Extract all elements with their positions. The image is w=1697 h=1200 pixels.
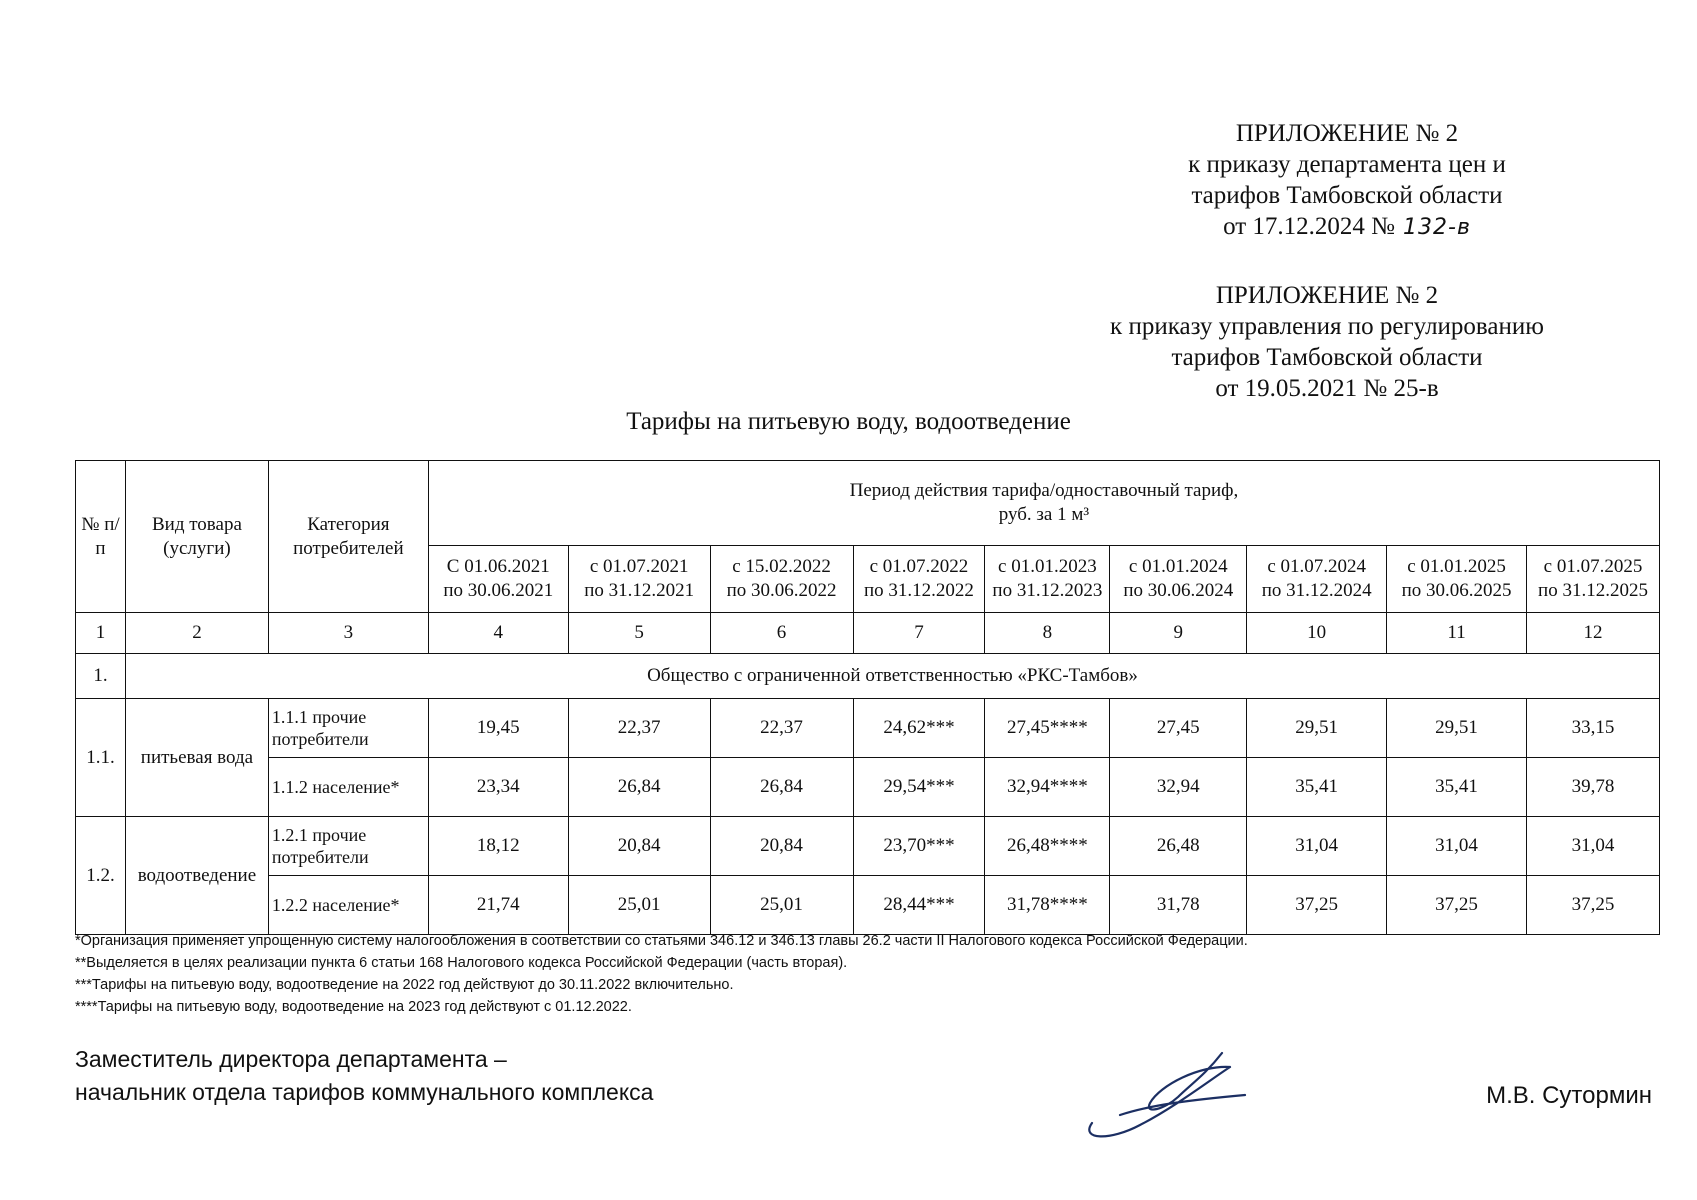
column-number: 1 [76, 613, 126, 654]
appendix-current-line1: к приказу департамента цен и [1188, 151, 1506, 178]
table-row [76, 758, 1660, 817]
header-period [428, 461, 1659, 546]
tariff-value: 31,78 [1110, 876, 1247, 935]
header-period-unit: руб. за 1 м³ [998, 504, 1090, 525]
signatory-position [75, 1043, 653, 1109]
appendix-current-title: ПРИЛОЖЕНИЕ № 2 [1235, 120, 1459, 147]
tariff-value: 26,84 [568, 758, 710, 817]
period-from: с 01.07.2025 [1543, 556, 1643, 577]
tariff-value: 25,01 [568, 876, 710, 935]
consumer-category: 1.1.1 прочие потребители [268, 699, 428, 758]
appendix-original-line1: к приказу управления по регулированию [1110, 313, 1544, 340]
header-period-col [1247, 546, 1387, 613]
column-number: 9 [1110, 613, 1247, 654]
footnote: ****Тарифы на питьевую воду, водоотведение на 2023 год действуют с 01.12.2022. [75, 999, 632, 1015]
org-name: Общество с ограниченной ответственностью «РКС-Тамбов» [125, 654, 1659, 699]
period-from: с 01.07.2022 [869, 556, 969, 577]
column-number: 12 [1527, 613, 1660, 654]
table-row [76, 876, 1660, 935]
group-num: 1.2. [76, 817, 126, 935]
tariff-value: 31,04 [1247, 817, 1387, 876]
period-from: с 15.02.2022 [732, 556, 831, 577]
tariff-value: 29,51 [1387, 699, 1527, 758]
tariff-value: 37,25 [1527, 876, 1660, 935]
period-to: по 31.12.2025 [1538, 580, 1648, 601]
tariff-value: 31,78**** [985, 876, 1110, 935]
tariff-value: 37,25 [1247, 876, 1387, 935]
period-to: по 31.12.2024 [1261, 580, 1372, 601]
signatory-position-line2: начальник отдела тарифов коммунального комплекса [75, 1079, 654, 1105]
group-goods: питьевая вода [125, 699, 268, 817]
header-period-col [1387, 546, 1527, 613]
period-to: по 31.12.2022 [863, 580, 974, 601]
tariff-value: 26,48**** [985, 817, 1110, 876]
period-from: с 01.01.2023 [998, 556, 1097, 577]
tariff-value: 20,84 [568, 817, 710, 876]
tariff-value: 19,45 [428, 699, 568, 758]
tariff-value: 24,62*** [853, 699, 985, 758]
header-period-label: Период действия тарифа/одноставочный тариф, [849, 480, 1239, 501]
tariff-value: 31,04 [1527, 817, 1660, 876]
period-to: по 30.06.2021 [443, 580, 554, 601]
tariff-value: 27,45**** [985, 699, 1110, 758]
table-row [76, 817, 1660, 876]
footnote: *Организация применяет упрощенную систему налогообложения в соответствии со статьями 346.12 и 346.13 главы 26.2 части II Налогового кодекса Российской Федерации. [75, 933, 1248, 949]
column-number: 8 [985, 613, 1110, 654]
tariff-table [75, 460, 1660, 935]
appendix-original-date: от 19.05.2021 № 25-в [1215, 375, 1439, 402]
appendix-current-date: от 17.12.2024 № [1223, 213, 1396, 240]
tariff-value: 35,41 [1387, 758, 1527, 817]
consumer-category: 1.2.2 население* [268, 876, 428, 935]
header-num: № п/п [76, 461, 126, 613]
consumer-category: 1.2.1 прочие потребители [268, 817, 428, 876]
table-row [76, 699, 1660, 758]
document-title: Тарифы на питьевую воду, водоотведение [626, 408, 1071, 435]
group-goods: водоотведение [125, 817, 268, 935]
footnotes [75, 930, 1248, 1018]
column-number: 10 [1247, 613, 1387, 654]
tariff-value: 20,84 [710, 817, 853, 876]
footnote: **Выделяется в целях реализации пункта 6 статьи 168 Налогового кодекса Российской Федерации (часть вторая). [75, 955, 848, 971]
header-goods: Вид товара (услуги) [125, 461, 268, 613]
footnote: ***Тарифы на питьевую воду, водоотведение на 2022 год действуют до 30.11.2022 включительно. [75, 977, 734, 993]
period-from: с 01.01.2024 [1128, 556, 1228, 577]
header-period-col [1110, 546, 1247, 613]
tariff-value: 26,84 [710, 758, 853, 817]
appendix-current-date-line [1137, 211, 1557, 243]
tariff-value: 27,45 [1110, 699, 1247, 758]
header-period-col [568, 546, 710, 613]
tariff-value: 32,94 [1110, 758, 1247, 817]
tariff-value: 22,37 [568, 699, 710, 758]
header-period-col [710, 546, 853, 613]
consumer-category: 1.1.2 население* [268, 758, 428, 817]
appendix-original-header [1067, 280, 1587, 404]
appendix-original-title: ПРИЛОЖЕНИЕ № 2 [1215, 282, 1439, 309]
signatory-name: М.В. Сутормин [1486, 1082, 1652, 1109]
appendix-original-line2: тарифов Тамбовской области [1171, 344, 1483, 371]
column-number: 4 [428, 613, 568, 654]
appendix-current-line2: тарифов Тамбовской области [1191, 182, 1503, 209]
tariff-value: 37,25 [1387, 876, 1527, 935]
tariff-value: 29,51 [1247, 699, 1387, 758]
tariff-value: 23,34 [428, 758, 568, 817]
header-period-col [428, 546, 568, 613]
tariff-value: 21,74 [428, 876, 568, 935]
tariff-value: 35,41 [1247, 758, 1387, 817]
period-to: по 31.12.2023 [992, 580, 1103, 601]
tariff-value: 39,78 [1527, 758, 1660, 817]
handwritten-order-number: 132-в [1403, 215, 1471, 240]
tariff-value: 26,48 [1110, 817, 1247, 876]
tariff-value: 22,37 [710, 699, 853, 758]
tariff-value: 23,70*** [853, 817, 985, 876]
period-from: С 01.06.2021 [446, 556, 550, 577]
period-to: по 30.06.2024 [1123, 580, 1234, 601]
column-number: 6 [710, 613, 853, 654]
tariff-value: 33,15 [1527, 699, 1660, 758]
tariff-value: 31,04 [1387, 817, 1527, 876]
period-to: по 30.06.2025 [1401, 580, 1512, 601]
tariff-value: 28,44*** [853, 876, 985, 935]
handwritten-signature-icon [1080, 1045, 1250, 1145]
org-num: 1. [76, 654, 126, 699]
header-period-col [1527, 546, 1660, 613]
period-from: с 01.01.2025 [1407, 556, 1506, 577]
column-number: 3 [268, 613, 428, 654]
appendix-current-header [1137, 118, 1557, 243]
period-from: с 01.07.2021 [589, 556, 689, 577]
tariff-value: 25,01 [710, 876, 853, 935]
signatory-position-line1: Заместитель директора департамента – [75, 1046, 507, 1072]
column-number: 11 [1387, 613, 1527, 654]
tariff-value: 29,54*** [853, 758, 985, 817]
period-to: по 30.06.2022 [726, 580, 837, 601]
header-period-col [985, 546, 1110, 613]
column-number: 5 [568, 613, 710, 654]
column-number: 7 [853, 613, 985, 654]
period-from: с 01.07.2024 [1267, 556, 1366, 577]
period-to: по 31.12.2021 [584, 580, 695, 601]
group-num: 1.1. [76, 699, 126, 817]
column-number: 2 [125, 613, 268, 654]
tariff-value: 18,12 [428, 817, 568, 876]
tariff-value: 32,94**** [985, 758, 1110, 817]
header-category: Категория потребителей [268, 461, 428, 613]
header-period-col [853, 546, 985, 613]
